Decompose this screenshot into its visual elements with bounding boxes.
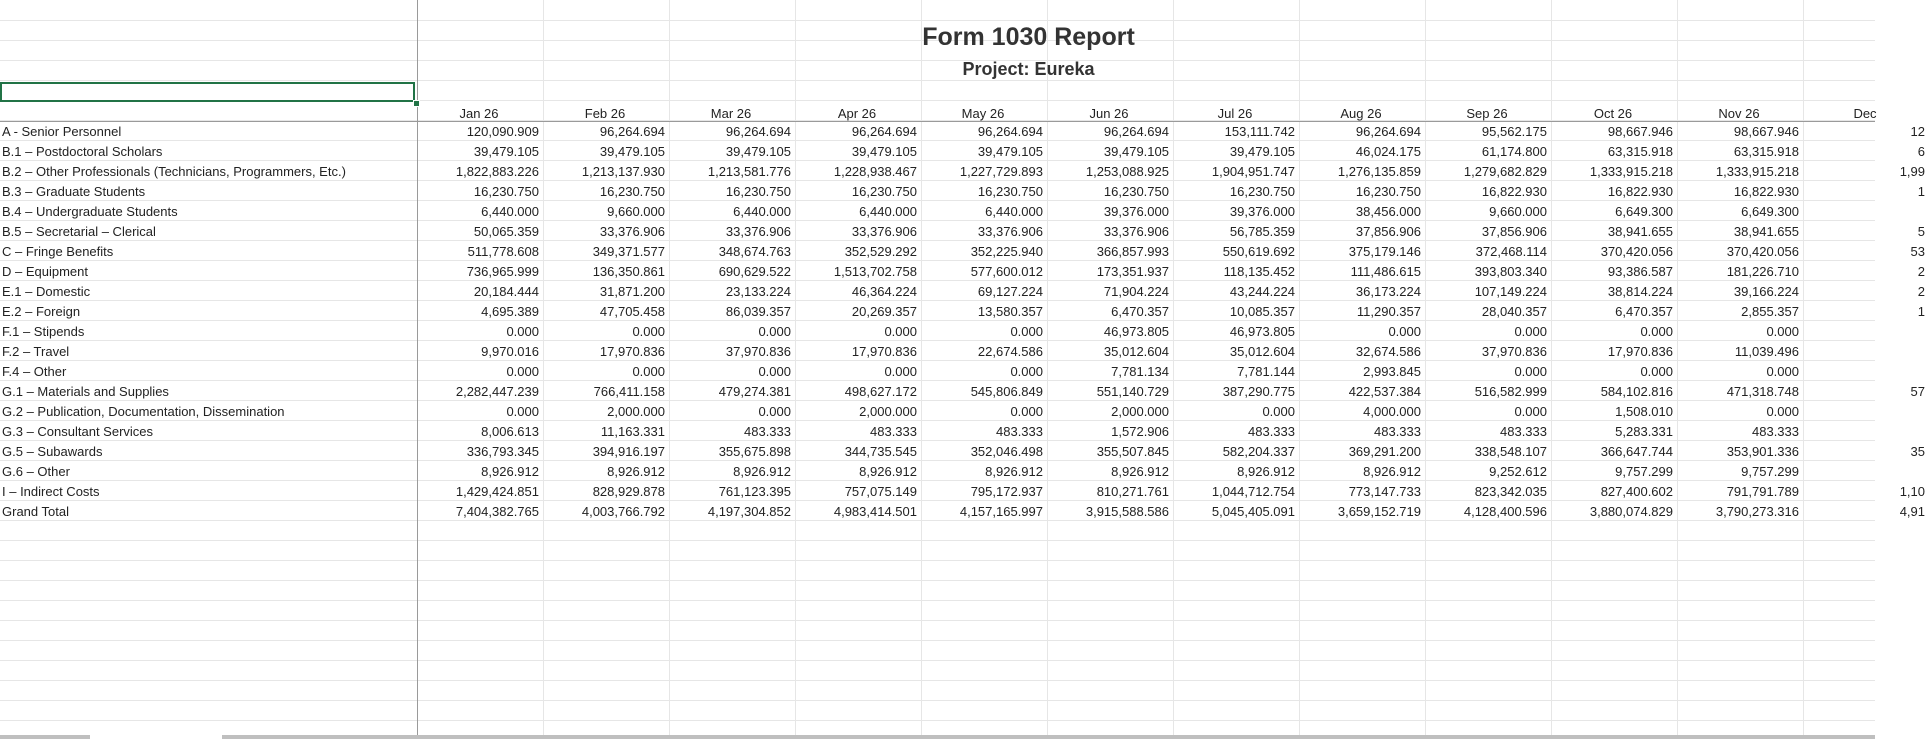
table-cell[interactable]: 1,10 xyxy=(1899,484,1925,499)
table-cell[interactable]: 3,880,074.829 xyxy=(1589,504,1673,519)
table-cell[interactable]: 8,926.912 xyxy=(985,464,1043,479)
row-label[interactable]: B.5 – Secretarial – Clerical xyxy=(2,224,156,239)
table-cell[interactable]: 3,915,588.586 xyxy=(1085,504,1169,519)
table-cell[interactable]: 107,149.224 xyxy=(1474,284,1547,299)
table-cell[interactable]: 56,785.359 xyxy=(1229,224,1295,239)
table-cell[interactable]: 39,479.105 xyxy=(1103,144,1169,159)
table-cell[interactable]: 582,204.337 xyxy=(1222,444,1295,459)
table-cell[interactable]: 96,264.694 xyxy=(851,124,917,139)
table-cell[interactable]: 8,926.912 xyxy=(1111,464,1169,479)
table-cell[interactable]: 153,111.742 xyxy=(1224,124,1295,139)
table-cell[interactable]: 0.000 xyxy=(1514,404,1547,419)
row-label[interactable]: Grand Total xyxy=(2,504,69,519)
table-cell[interactable]: 6,470.357 xyxy=(1111,304,1169,319)
table-cell[interactable]: 1 xyxy=(1917,184,1925,199)
row-label[interactable]: F.4 – Other xyxy=(2,364,67,379)
table-cell[interactable]: 6,440.000 xyxy=(481,204,539,219)
row-label[interactable]: G.2 – Publication, Documentation, Dissemination xyxy=(2,404,285,419)
column-header: Apr 26 xyxy=(837,106,877,121)
row-label[interactable]: E.2 – Foreign xyxy=(2,304,81,319)
table-cell[interactable]: 33,376.906 xyxy=(725,224,791,239)
table-cell[interactable]: 8,926.912 xyxy=(1363,464,1421,479)
table-cell[interactable]: 773,147.733 xyxy=(1348,484,1421,499)
table-cell[interactable]: 32,674.586 xyxy=(1355,344,1421,359)
table-cell[interactable]: 4,91 xyxy=(1899,504,1925,519)
table-cell[interactable]: 690,629.522 xyxy=(718,264,791,279)
table-cell[interactable]: 16,230.750 xyxy=(1229,184,1295,199)
table-cell[interactable]: 336,793.345 xyxy=(466,444,539,459)
table-cell[interactable]: 71,904.224 xyxy=(1103,284,1169,299)
table-cell[interactable]: 38,941.655 xyxy=(1607,224,1673,239)
column-header: Jun 26 xyxy=(1089,106,1129,121)
table-cell[interactable]: 516,582.999 xyxy=(1474,384,1547,399)
table-cell[interactable]: 4,003,766.792 xyxy=(581,504,665,519)
column-header: May 26 xyxy=(961,106,1005,121)
table-cell[interactable]: 111,486.615 xyxy=(1350,264,1421,279)
table-cell[interactable]: 69,127.224 xyxy=(977,284,1043,299)
table-cell[interactable]: 181,226.710 xyxy=(1726,264,1799,279)
table-cell[interactable]: 17,970.836 xyxy=(851,344,917,359)
table-cell[interactable]: 483.333 xyxy=(1248,424,1295,439)
table-cell[interactable]: 2,282,447.239 xyxy=(455,384,539,399)
table-cell[interactable]: 33,376.906 xyxy=(977,224,1043,239)
table-cell[interactable]: 2,993.845 xyxy=(1363,364,1421,379)
table-cell[interactable]: 375,179.146 xyxy=(1348,244,1421,259)
table-cell[interactable]: 39,376.000 xyxy=(1103,204,1169,219)
table-cell[interactable]: 0.000 xyxy=(632,324,665,339)
table-cell[interactable]: 9,252.612 xyxy=(1489,464,1547,479)
table-cell[interactable]: 6,440.000 xyxy=(733,204,791,219)
row-label[interactable]: G.5 – Subawards xyxy=(2,444,103,459)
table-cell[interactable]: 173,351.937 xyxy=(1096,264,1169,279)
table-cell[interactable]: 16,230.750 xyxy=(851,184,917,199)
table-cell[interactable]: 370,420.056 xyxy=(1726,244,1799,259)
table-cell[interactable]: 828,929.878 xyxy=(592,484,665,499)
table-cell[interactable]: 98,667.946 xyxy=(1607,124,1673,139)
table-cell[interactable]: 0.000 xyxy=(758,364,791,379)
table-cell[interactable]: 370,420.056 xyxy=(1600,244,1673,259)
table-cell[interactable]: 479,274.381 xyxy=(718,384,791,399)
table-cell[interactable]: 0.000 xyxy=(1766,364,1799,379)
table-cell[interactable]: 2,000.000 xyxy=(1111,404,1169,419)
table-cell[interactable]: 63,315.918 xyxy=(1607,144,1673,159)
grid-horizontal-line xyxy=(0,720,1875,721)
table-cell[interactable]: 95,562.175 xyxy=(1481,124,1547,139)
table-cell[interactable]: 352,529.292 xyxy=(844,244,917,259)
table-cell[interactable]: 98,667.946 xyxy=(1733,124,1799,139)
table-cell[interactable]: 1,044,712.754 xyxy=(1211,484,1295,499)
row-label[interactable]: G.1 – Materials and Supplies xyxy=(2,384,169,399)
table-cell[interactable]: 86,039.357 xyxy=(725,304,791,319)
table-cell[interactable]: 352,046.498 xyxy=(970,444,1043,459)
table-cell[interactable]: 9,660.000 xyxy=(607,204,665,219)
table-cell[interactable]: 39,479.105 xyxy=(473,144,539,159)
table-cell[interactable]: 35,012.604 xyxy=(1103,344,1169,359)
table-cell[interactable]: 39,479.105 xyxy=(599,144,665,159)
table-cell[interactable]: 6,649.300 xyxy=(1615,204,1673,219)
table-cell[interactable]: 2,000.000 xyxy=(607,404,665,419)
table-cell[interactable]: 483.333 xyxy=(1374,424,1421,439)
table-cell[interactable]: 483.333 xyxy=(996,424,1043,439)
table-cell[interactable] xyxy=(1804,462,1925,482)
table-cell[interactable]: 39,479.105 xyxy=(1229,144,1295,159)
table-cell[interactable]: 736,965.999 xyxy=(466,264,539,279)
table-cell[interactable]: 795,172.937 xyxy=(970,484,1043,499)
table-cell[interactable]: 61,174.800 xyxy=(1481,144,1547,159)
table-cell[interactable]: 96,264.694 xyxy=(1355,124,1421,139)
table-cell[interactable]: 1,572.906 xyxy=(1111,424,1169,439)
grid-horizontal-line xyxy=(0,660,1875,661)
table-cell[interactable]: 1,279,682.829 xyxy=(1463,164,1547,179)
table-cell[interactable]: 766,411.158 xyxy=(593,384,665,399)
row-label[interactable]: B.4 – Undergraduate Students xyxy=(2,204,178,219)
table-cell[interactable]: 4,000.000 xyxy=(1363,404,1421,419)
row-label[interactable]: G.6 – Other xyxy=(2,464,70,479)
table-cell[interactable]: 372,468.114 xyxy=(1475,244,1547,259)
table-cell[interactable]: 50,065.359 xyxy=(473,224,539,239)
table-cell[interactable]: 3,659,152.719 xyxy=(1337,504,1421,519)
table-cell[interactable]: 827,400.602 xyxy=(1600,484,1673,499)
table-cell[interactable]: 1,508.010 xyxy=(1615,404,1673,419)
table-cell[interactable]: 0.000 xyxy=(506,324,539,339)
table-cell[interactable]: 20,184.444 xyxy=(473,284,539,299)
table-cell[interactable]: 2 xyxy=(1917,284,1925,299)
table-cell[interactable]: 9,757.299 xyxy=(1741,464,1799,479)
table-cell[interactable]: 63,315.918 xyxy=(1733,144,1799,159)
table-cell[interactable]: 545,806.849 xyxy=(970,384,1043,399)
grid-horizontal-line xyxy=(0,560,1875,561)
table-cell[interactable]: 0.000 xyxy=(1766,324,1799,339)
table-cell[interactable]: 369,291.200 xyxy=(1348,444,1421,459)
table-cell[interactable]: 39,166.224 xyxy=(1733,284,1799,299)
table-cell[interactable]: 393,803.340 xyxy=(1474,264,1547,279)
table-cell[interactable]: 1,276,135.859 xyxy=(1337,164,1421,179)
table-cell[interactable]: 136,350.861 xyxy=(592,264,665,279)
table-cell[interactable]: 0.000 xyxy=(884,364,917,379)
table-cell[interactable]: 6 xyxy=(1917,144,1925,159)
table-cell[interactable]: 353,901.336 xyxy=(1726,444,1799,459)
table-cell[interactable]: 9,970.016 xyxy=(481,344,539,359)
table-cell[interactable]: 394,916.197 xyxy=(592,444,665,459)
table-cell[interactable]: 1 xyxy=(1917,304,1925,319)
table-cell[interactable]: 1,253,088.925 xyxy=(1085,164,1169,179)
table-cell[interactable]: 7,781.134 xyxy=(1111,364,1169,379)
table-cell[interactable]: 39,479.105 xyxy=(725,144,791,159)
table-cell[interactable]: 387,290.775 xyxy=(1222,384,1295,399)
grid-horizontal-line xyxy=(0,640,1875,641)
table-cell[interactable]: 0.000 xyxy=(1640,364,1673,379)
table-cell[interactable]: 355,507.845 xyxy=(1096,444,1169,459)
table-cell[interactable]: 57 xyxy=(1910,384,1925,399)
row-label[interactable]: D – Equipment xyxy=(2,264,88,279)
table-cell[interactable]: 96,264.694 xyxy=(1103,124,1169,139)
selected-cell[interactable] xyxy=(0,82,415,102)
table-cell[interactable]: 0.000 xyxy=(506,364,539,379)
fill-handle[interactable] xyxy=(413,100,420,107)
table-cell[interactable]: 0.000 xyxy=(1010,404,1043,419)
table-cell[interactable]: 36,173.224 xyxy=(1355,284,1421,299)
table-cell[interactable] xyxy=(1804,342,1925,362)
table-cell[interactable]: 349,371.577 xyxy=(592,244,665,259)
column-header: Aug 26 xyxy=(1340,106,1382,121)
table-cell[interactable]: 0.000 xyxy=(1640,324,1673,339)
table-cell[interactable]: 366,647.744 xyxy=(1600,444,1673,459)
table-cell[interactable]: 2 xyxy=(1917,264,1925,279)
table-cell[interactable]: 10,085.357 xyxy=(1229,304,1295,319)
table-cell[interactable]: 338,548.107 xyxy=(1474,444,1547,459)
table-cell[interactable] xyxy=(1804,422,1925,442)
table-cell[interactable]: 483.333 xyxy=(1500,424,1547,439)
table-cell[interactable]: 37,856.906 xyxy=(1355,224,1421,239)
column-header: Dec xyxy=(1853,106,1877,121)
table-cell[interactable]: 0.000 xyxy=(1514,364,1547,379)
grid-horizontal-line xyxy=(0,700,1875,701)
table-cell[interactable]: 8,926.912 xyxy=(733,464,791,479)
table-cell[interactable]: 96,264.694 xyxy=(977,124,1043,139)
table-cell[interactable]: 0.000 xyxy=(884,324,917,339)
row-label[interactable]: C – Fringe Benefits xyxy=(2,244,114,259)
table-cell[interactable]: 35,012.604 xyxy=(1229,344,1295,359)
column-header: Mar 26 xyxy=(710,106,752,121)
table-cell[interactable] xyxy=(1804,362,1925,382)
table-cell[interactable]: 5,045,405.091 xyxy=(1211,504,1295,519)
table-cell[interactable]: 17,970.836 xyxy=(1607,344,1673,359)
table-cell[interactable]: 38,814.224 xyxy=(1607,284,1673,299)
table-cell[interactable]: 46,364.224 xyxy=(851,284,917,299)
table-cell[interactable]: 39,479.105 xyxy=(851,144,917,159)
table-cell[interactable]: 31,871.200 xyxy=(599,284,665,299)
table-cell[interactable]: 0.000 xyxy=(1514,324,1547,339)
table-cell[interactable]: 1,99 xyxy=(1899,164,1925,179)
table-cell[interactable]: 33,376.906 xyxy=(599,224,665,239)
table-cell[interactable]: 6,440.000 xyxy=(859,204,917,219)
table-cell[interactable]: 584,102.816 xyxy=(1600,384,1673,399)
table-cell[interactable]: 1,213,137.930 xyxy=(581,164,665,179)
table-cell[interactable]: 53 xyxy=(1910,244,1925,259)
table-cell[interactable]: 16,822.930 xyxy=(1607,184,1673,199)
table-cell[interactable]: 11,039.496 xyxy=(1734,344,1799,359)
table-cell[interactable]: 33,376.906 xyxy=(851,224,917,239)
table-cell[interactable]: 37,970.836 xyxy=(1481,344,1547,359)
table-cell[interactable]: 1,228,938.467 xyxy=(833,164,917,179)
row-label[interactable]: B.1 – Postdoctoral Scholars xyxy=(2,144,163,159)
table-cell[interactable]: 39,479.105 xyxy=(977,144,1043,159)
table-cell[interactable]: 8,006.613 xyxy=(481,424,539,439)
table-cell[interactable]: 38,941.655 xyxy=(1733,224,1799,239)
table-cell[interactable]: 7,404,382.765 xyxy=(455,504,539,519)
table-cell[interactable]: 810,271.761 xyxy=(1096,484,1169,499)
table-cell[interactable]: 0.000 xyxy=(1010,364,1043,379)
table-cell[interactable]: 1,429,424.851 xyxy=(455,484,539,499)
table-cell[interactable] xyxy=(1804,202,1925,222)
table-cell[interactable]: 13,580.357 xyxy=(977,304,1043,319)
table-cell[interactable]: 0.000 xyxy=(1262,404,1295,419)
table-cell[interactable]: 96,264.694 xyxy=(599,124,665,139)
table-cell[interactable]: 6,649.300 xyxy=(1741,204,1799,219)
table-cell[interactable]: 16,230.750 xyxy=(1103,184,1169,199)
table-cell[interactable]: 8,926.912 xyxy=(481,464,539,479)
table-cell[interactable]: 344,735.545 xyxy=(844,444,917,459)
table-cell[interactable]: 35 xyxy=(1910,444,1925,459)
row-label[interactable]: B.3 – Graduate Students xyxy=(2,184,146,199)
table-cell[interactable]: 0.000 xyxy=(1388,324,1421,339)
table-cell[interactable]: 761,123.395 xyxy=(718,484,791,499)
table-cell[interactable]: 483.333 xyxy=(870,424,917,439)
table-cell[interactable]: 6,440.000 xyxy=(985,204,1043,219)
table-cell[interactable]: 355,675.898 xyxy=(718,444,791,459)
table-cell[interactable]: 0.000 xyxy=(1766,404,1799,419)
table-cell[interactable]: 471,318.748 xyxy=(1726,384,1799,399)
row-label[interactable]: G.3 – Consultant Services xyxy=(2,424,154,439)
row-label[interactable]: B.2 – Other Professionals (Technicians, Programmers, Etc.) xyxy=(2,164,346,179)
table-cell[interactable]: 422,537.384 xyxy=(1348,384,1421,399)
table-cell[interactable]: 93,386.587 xyxy=(1607,264,1673,279)
report-subtitle: Project: Eureka xyxy=(962,59,1095,79)
row-label[interactable]: I – Indirect Costs xyxy=(2,484,100,499)
grid-horizontal-line xyxy=(0,580,1875,581)
table-cell[interactable]: 37,970.836 xyxy=(725,344,791,359)
table-cell[interactable]: 577,600.012 xyxy=(970,264,1043,279)
table-cell[interactable]: 0.000 xyxy=(506,404,539,419)
table-cell[interactable]: 2,000.000 xyxy=(859,404,917,419)
table-cell[interactable]: 0.000 xyxy=(632,364,665,379)
table-cell[interactable]: 16,230.750 xyxy=(473,184,539,199)
table-cell[interactable]: 38,456.000 xyxy=(1355,204,1421,219)
table-cell[interactable]: 22,674.586 xyxy=(977,344,1043,359)
grid-horizontal-line xyxy=(0,600,1875,601)
table-cell[interactable] xyxy=(1804,402,1925,422)
table-cell[interactable]: 4,695.389 xyxy=(481,304,539,319)
grid-horizontal-line xyxy=(0,540,1875,541)
table-cell[interactable] xyxy=(1804,322,1925,342)
table-cell[interactable]: 6,470.357 xyxy=(1615,304,1673,319)
horizontal-scrollbar[interactable] xyxy=(222,735,1875,739)
table-cell[interactable]: 8,926.912 xyxy=(607,464,665,479)
table-cell[interactable]: 9,660.000 xyxy=(1489,204,1547,219)
table-cell[interactable]: 28,040.357 xyxy=(1481,304,1547,319)
table-cell[interactable]: 5,283.331 xyxy=(1615,424,1673,439)
grid-horizontal-line xyxy=(0,620,1875,621)
table-cell[interactable]: 16,822.930 xyxy=(1481,184,1547,199)
table-cell[interactable]: 551,140.729 xyxy=(1096,384,1169,399)
table-cell[interactable]: 16,230.750 xyxy=(977,184,1043,199)
grid-horizontal-line xyxy=(0,680,1875,681)
table-cell[interactable]: 3,790,273.316 xyxy=(1715,504,1799,519)
table-cell[interactable]: 791,791.789 xyxy=(1726,484,1799,499)
table-cell[interactable]: 46,024.175 xyxy=(1355,144,1421,159)
table-cell[interactable]: 366,857.993 xyxy=(1096,244,1169,259)
table-cell[interactable]: 8,926.912 xyxy=(1237,464,1295,479)
table-cell[interactable]: 23,133.224 xyxy=(725,284,791,299)
table-cell[interactable]: 43,244.224 xyxy=(1229,284,1295,299)
row-label[interactable]: E.1 – Domestic xyxy=(2,284,91,299)
table-cell[interactable]: 46,973.805 xyxy=(1229,324,1295,339)
table-cell[interactable]: 9,757.299 xyxy=(1615,464,1673,479)
table-cell[interactable]: 118,135.452 xyxy=(1223,264,1295,279)
column-header: Nov 26 xyxy=(1718,106,1760,121)
table-cell[interactable]: 8,926.912 xyxy=(859,464,917,479)
table-cell[interactable]: 498,627.172 xyxy=(844,384,917,399)
table-cell[interactable]: 1,513,702.758 xyxy=(833,264,917,279)
column-header: Oct 26 xyxy=(1593,106,1633,121)
table-cell[interactable]: 17,970.836 xyxy=(599,344,665,359)
table-cell[interactable]: 5 xyxy=(1917,224,1925,239)
table-cell[interactable]: 0.000 xyxy=(758,324,791,339)
table-cell[interactable]: 20,269.357 xyxy=(851,304,917,319)
table-cell[interactable]: 483.333 xyxy=(1752,424,1799,439)
table-cell[interactable]: 1,333,915.218 xyxy=(1715,164,1799,179)
table-cell[interactable]: 11,163.331 xyxy=(600,424,665,439)
sheet-scrollbar-left[interactable] xyxy=(0,735,90,739)
table-cell[interactable]: 12 xyxy=(1910,124,1925,139)
table-cell[interactable]: 11,290.357 xyxy=(1356,304,1421,319)
column-header: Sep 26 xyxy=(1466,106,1508,121)
table-cell[interactable]: 37,856.906 xyxy=(1481,224,1547,239)
row-label[interactable]: F.1 – Stipends xyxy=(2,324,85,339)
table-cell[interactable]: 96,264.694 xyxy=(725,124,791,139)
table-cell[interactable]: 120,090.909 xyxy=(466,124,539,139)
table-cell[interactable]: 16,230.750 xyxy=(725,184,791,199)
table-cell[interactable]: 352,225.940 xyxy=(970,244,1043,259)
table-cell[interactable]: 47,705.458 xyxy=(599,304,665,319)
table-cell[interactable]: 348,674.763 xyxy=(718,244,791,259)
table-cell[interactable]: 1,213,581.776 xyxy=(707,164,791,179)
table-cell[interactable]: 1,904,951.747 xyxy=(1211,164,1295,179)
table-cell[interactable]: 1,822,883.226 xyxy=(455,164,539,179)
table-cell[interactable]: 0.000 xyxy=(758,404,791,419)
table-cell[interactable]: 16,230.750 xyxy=(599,184,665,199)
table-cell[interactable]: 33,376.906 xyxy=(1103,224,1169,239)
table-cell[interactable]: 4,128,400.596 xyxy=(1463,504,1547,519)
table-cell[interactable]: 16,230.750 xyxy=(1355,184,1421,199)
column-header: Jan 26 xyxy=(459,106,499,121)
table-cell[interactable]: 16,822.930 xyxy=(1733,184,1799,199)
table-cell[interactable]: 1,333,915.218 xyxy=(1589,164,1673,179)
table-cell[interactable]: 757,075.149 xyxy=(844,484,917,499)
row-label[interactable]: F.2 – Travel xyxy=(2,344,70,359)
table-cell[interactable]: 46,973.805 xyxy=(1103,324,1169,339)
table-cell[interactable]: 511,778.608 xyxy=(467,244,539,259)
table-cell[interactable]: 39,376.000 xyxy=(1229,204,1295,219)
table-cell[interactable]: 483.333 xyxy=(744,424,791,439)
table-cell[interactable]: 0.000 xyxy=(1010,324,1043,339)
table-cell[interactable]: 7,781.144 xyxy=(1237,364,1295,379)
table-cell[interactable]: 4,197,304.852 xyxy=(707,504,791,519)
table-cell[interactable]: 550,619.692 xyxy=(1222,244,1295,259)
table-cell[interactable]: 4,157,165.997 xyxy=(959,504,1043,519)
report-title: Form 1030 Report xyxy=(922,23,1135,51)
row-label[interactable]: A - Senior Personnel xyxy=(2,124,122,139)
table-cell[interactable]: 4,983,414.501 xyxy=(833,504,917,519)
table-cell[interactable]: 2,855.357 xyxy=(1741,304,1799,319)
column-header: Feb 26 xyxy=(584,106,626,121)
table-cell[interactable]: 1,227,729.893 xyxy=(959,164,1043,179)
table-cell[interactable]: 823,342.035 xyxy=(1474,484,1547,499)
column-header: Jul 26 xyxy=(1217,106,1253,121)
